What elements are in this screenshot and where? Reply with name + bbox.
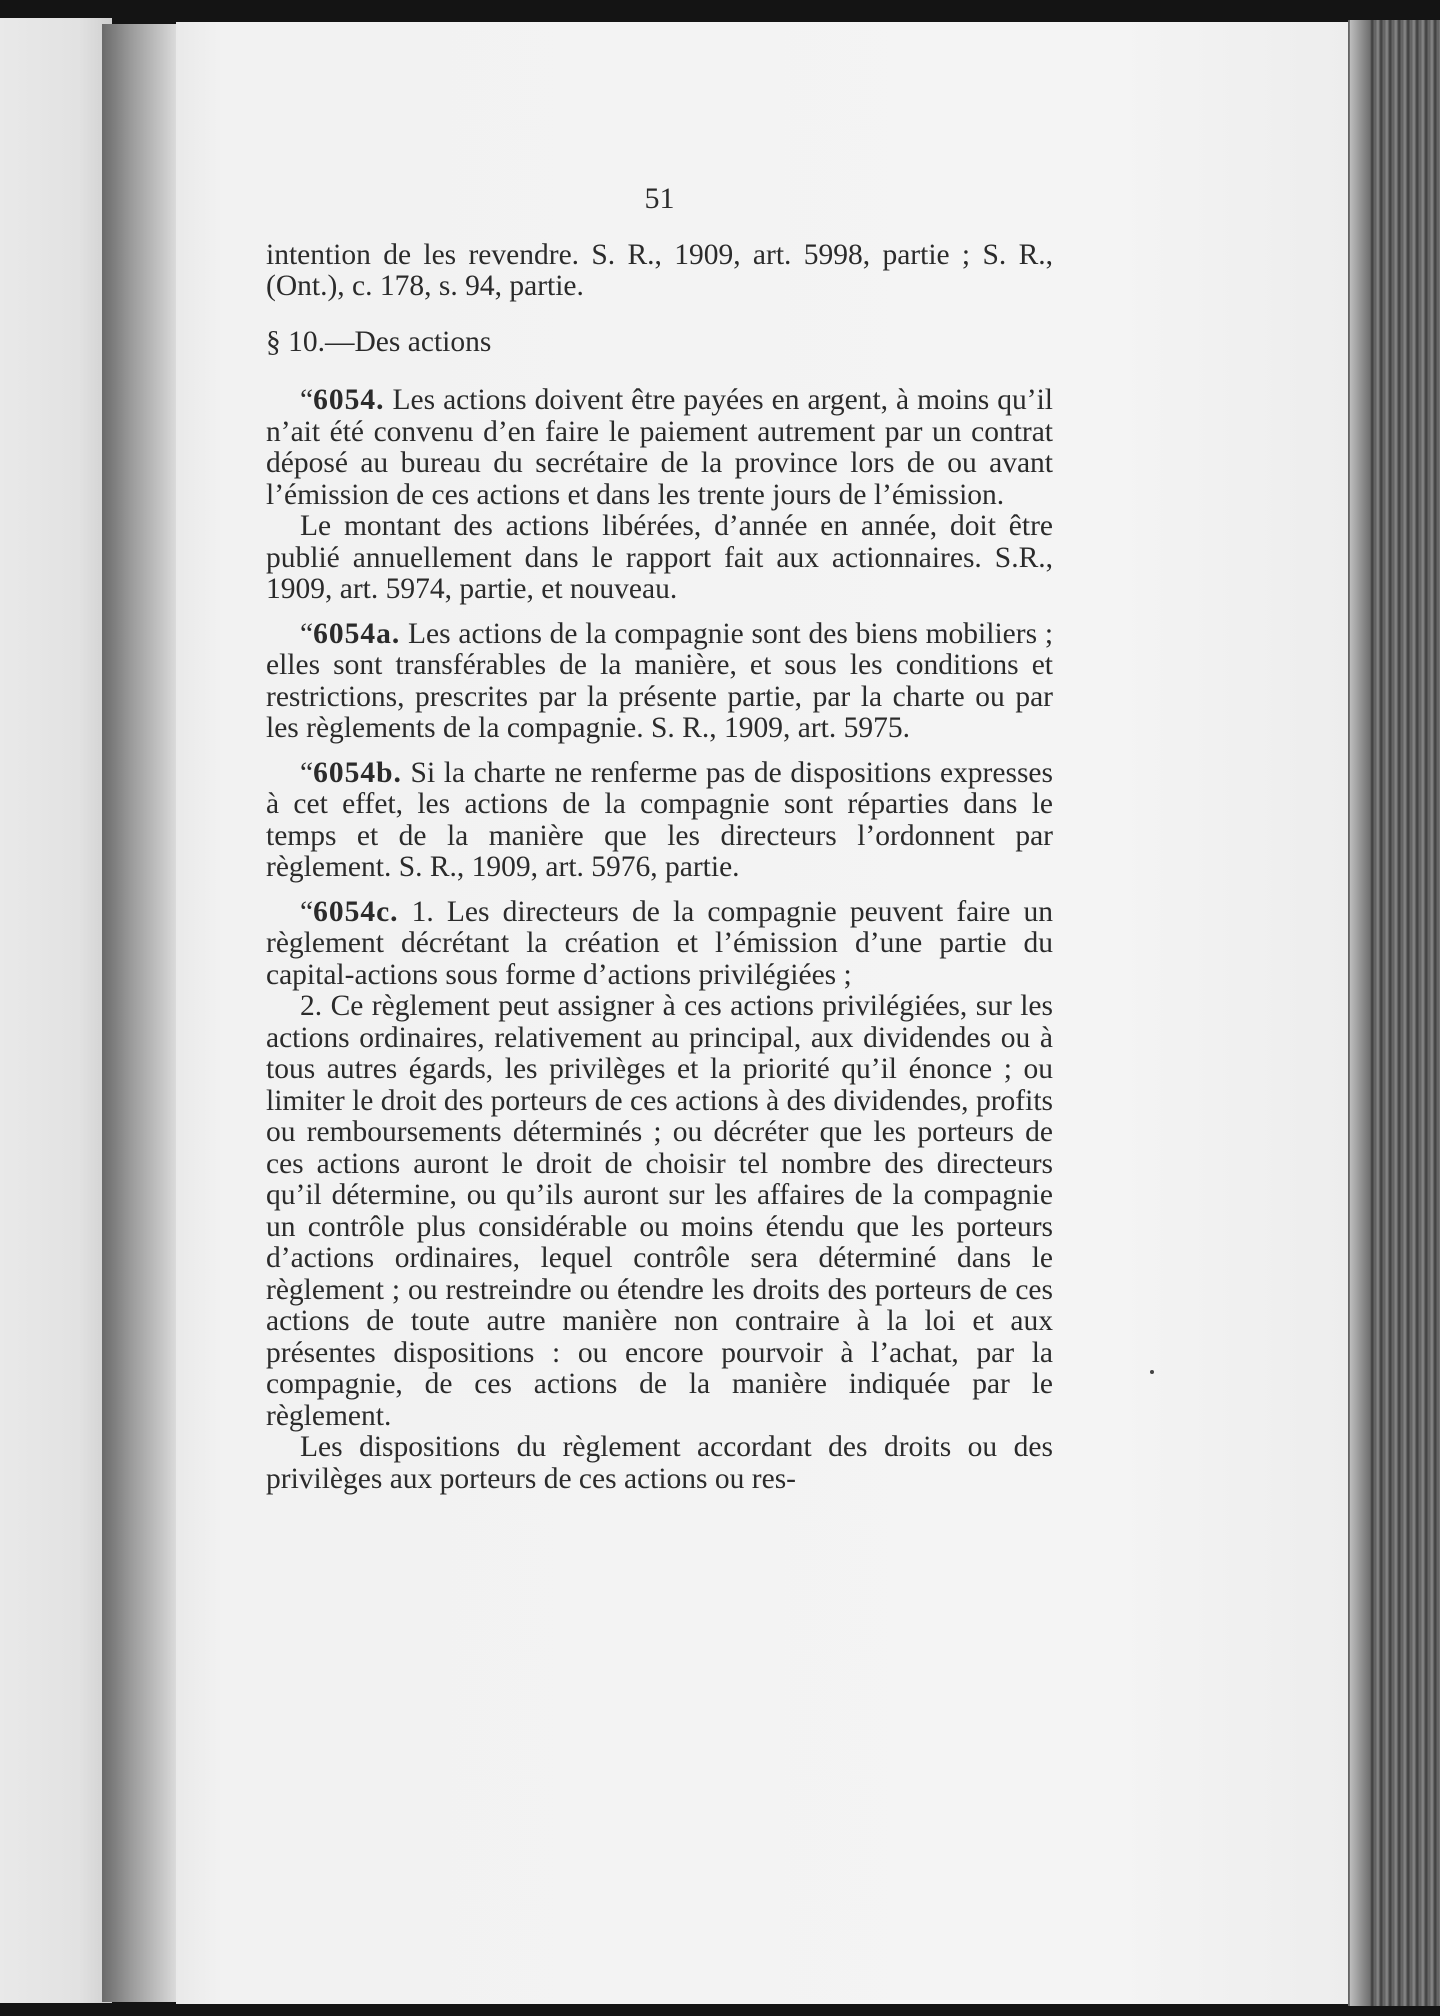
left-page-edge <box>0 18 112 2003</box>
heading-text: § 10.—Des actions <box>266 325 492 358</box>
ink-speck <box>1150 1370 1154 1374</box>
body-paragraph <box>266 991 1053 1432</box>
article-number: 6054b. <box>313 756 402 789</box>
continuation-paragraph <box>266 240 1053 303</box>
article-6054b: “6054b. Si la charte ne renferme pas de dispositions expresses à cet effet, les actions de la compagnie sont réparties dans le temps et de la manière que les directeurs l’ordonnent par règlement. S. R., 1909, art. 5976, partie. <box>266 756 1054 883</box>
page-edge-shadow <box>1350 20 1370 2006</box>
page-text-block <box>266 183 1053 1495</box>
article-number: 6054. <box>313 384 385 416</box>
page-number: 51 <box>644 182 675 215</box>
body-paragraph <box>266 1432 1053 1495</box>
article-text: Les actions de la compagnie sont des biens mobiliers ; elles sont transférables de la manière, et sous les conditions et restrictions, prescrites par la présente partie, par la charte ou par les règlements de la compagnie. S. R., 1909, art. 5975. <box>266 617 1054 744</box>
paragraph-text: Le montant des actions libérées, d’année en année, doit être publié annuellement dans le rapport fait aux actionnaires. S.R., 1909, art. 5974, partie, et nouveau. <box>266 510 1053 605</box>
paragraph-text: intention de les revendre. S. R., 1909, art. 5998, partie ; S. R., (Ont.), c. 178, s. 94, partie. <box>266 238 1053 302</box>
article-6054c: “6054c. 1. Les directeurs de la compagnie peuvent faire un règlement décrétant la création et l’émission d’une partie du capital-actions sous forme d’actions privilégiées ; <box>266 895 1053 991</box>
paragraph-text: Les dispositions du règlement accordant des droits ou des privilèges aux porteurs de ces actions ou res- <box>266 1431 1053 1495</box>
article-number: 6054a. <box>313 617 401 650</box>
article-text: Les actions doivent être payées en argent, à moins qu’il n’ait été convenu d’en faire le paiement autrement par un contrat déposé au bureau du secrétaire de la province lors de ou avant l’émission de ces actions et dans les trente jours de l’émission. <box>266 384 1053 511</box>
article-6054: “6054. Les actions doivent être payées en argent, à moins qu’il n’ait été convenu d’en faire le paiement autrement par un contrat déposé au bureau du secrétaire de la province lors de ou avant l’émission de ces actions et dans les trente jours de l’émission. <box>266 384 1053 511</box>
paragraph-text: 2. Ce règlement peut assigner à ces actions privilégiées, sur les actions ordinaires, relativement au principal, aux dividendes ou à tous autres égards, les privilèges et la priorité qu’il énonce ; ou limiter le droit des porteurs de ces actions à des dividendes, profits ou remboursements déterminés ; ou décréter que les porteurs de ces actions auront le droit de choisir tel nombre des directeurs qu’il détermine, ou qu’ils auront sur les affaires de la compagnie un contrôle plus considérable ou moins étendu que les porteurs d’actions ordinaires, lequel contrôle sera déterminé dans le règlement ; ou restreindre ou étendre les droits des porteurs de ces actions de toute autre manière non contraire à la loi et aux présentes dispositions : ou encore pourvoir à l’achat, par la compagnie, de ces actions de la manière indiquée par le règlement. <box>266 990 1053 1432</box>
article-6054a: “6054a. Les actions de la compagnie sont des biens mobiliers ; elles sont transférables de la manière, et sous les conditions et restrictions, prescrites par la présente partie, par la charte ou par les règlements de la compagnie. S. R., 1909, art. 5975. <box>266 617 1054 744</box>
book-gutter-shadow <box>102 24 184 2002</box>
article-number: 6054c. <box>313 895 399 928</box>
body-paragraph <box>266 511 1053 606</box>
section-heading <box>266 327 1053 359</box>
article-text: Si la charte ne renferme pas de dispositions expresses à cet effet, les actions de la compagnie sont réparties dans le temps et de la manière que les directeurs l’ordonnent par règlement. S. R., 1909, art. 5976, partie. <box>266 756 1054 883</box>
article-text: 1. Les directeurs de la compagnie peuvent faire un règlement décrétant la création et l’émission d’une partie du capital-actions sous forme d’actions privilégiées ; <box>266 895 1053 991</box>
